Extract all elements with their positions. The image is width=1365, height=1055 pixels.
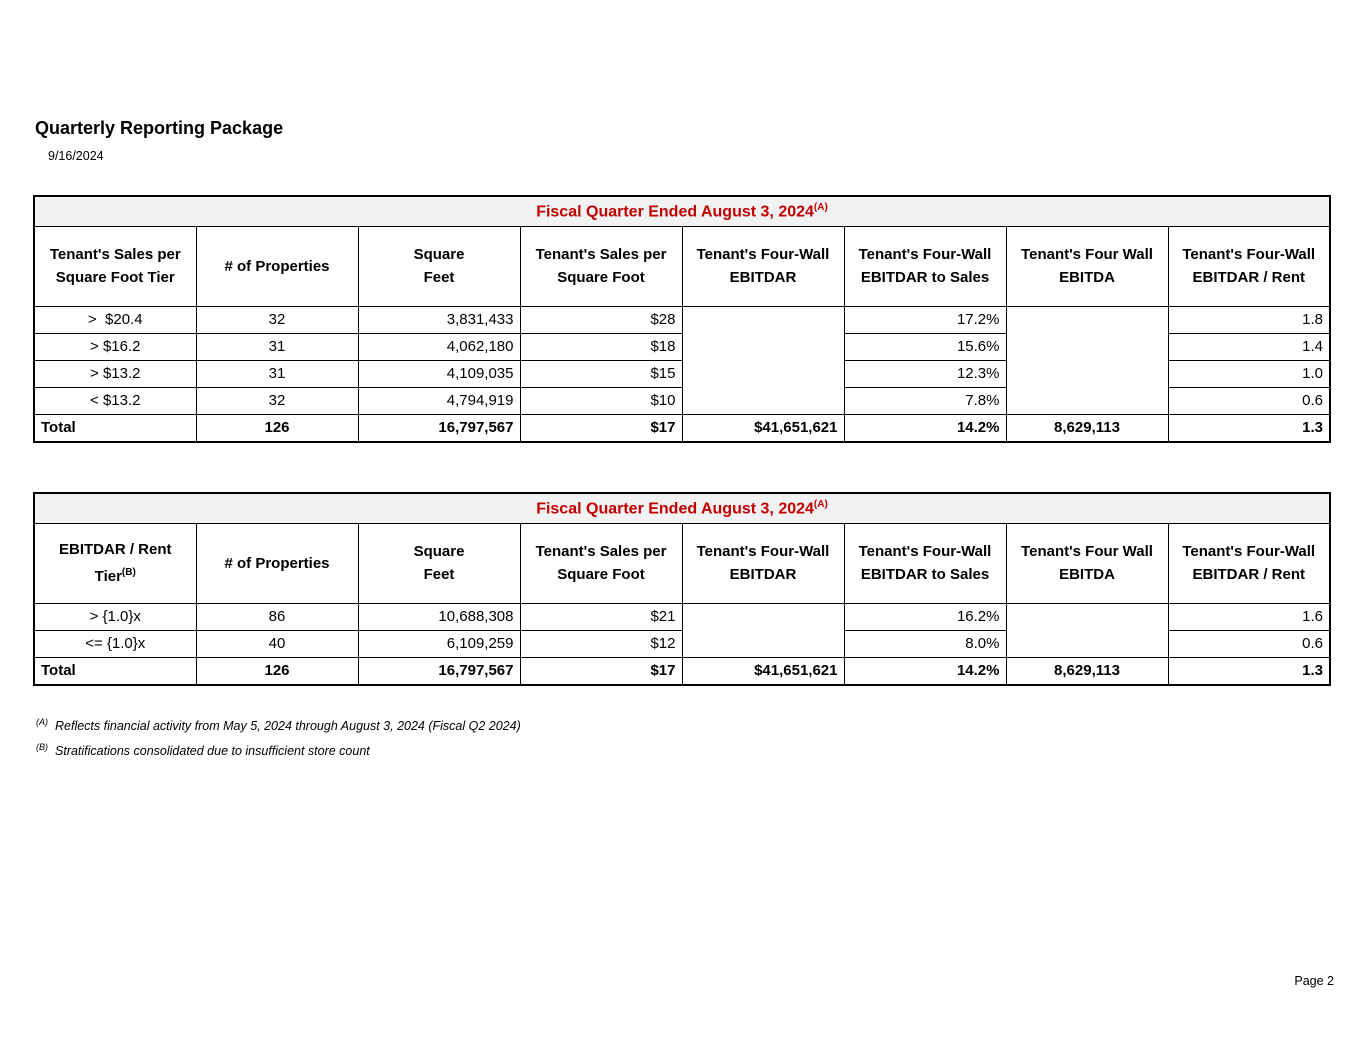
cell-ebitdar-to-sales: 15.6% — [844, 333, 1006, 360]
total-ebitdar-rent: 1.3 — [1168, 414, 1330, 442]
total-label: Total — [34, 414, 196, 442]
col-header-ebitdar-to-sales: Tenant's Four-Wall EBITDAR to Sales — [844, 226, 1006, 306]
page-title: Quarterly Reporting Package — [35, 118, 284, 138]
cell-sales-psf: $15 — [520, 360, 682, 387]
col-header-sales-psf: Tenant's Sales per Square Foot — [520, 226, 682, 306]
cell-properties: 32 — [196, 306, 358, 333]
cell-ebitdar-blank — [682, 603, 844, 657]
col-header-ebitdar: Tenant's Four-Wall EBITDAR — [682, 226, 844, 306]
cell-properties: 86 — [196, 603, 358, 630]
col-header-square-feet: Square Feet — [358, 523, 520, 603]
col-header-tier: EBITDAR / Rent Tier$^{(B)}$ — [34, 523, 196, 603]
header-row — [34, 523, 1330, 603]
cell-square-feet: 4,109,035 — [358, 360, 520, 387]
cell-ebitdar-to-sales: 17.2% — [844, 306, 1006, 333]
report-date: 9/16/2024 — [48, 149, 104, 163]
cell-properties: 40 — [196, 630, 358, 657]
table-row — [34, 306, 1330, 333]
sales-per-sqft-tier-table — [33, 195, 1331, 443]
page-number: Page 2 — [1294, 974, 1334, 988]
cell-tier: > $13.2 — [34, 360, 196, 387]
cell-tier: > {1.0}x — [34, 603, 196, 630]
cell-tier: > $16.2 — [34, 333, 196, 360]
cell-ebitdar-to-sales: 8.0% — [844, 630, 1006, 657]
table-title-row — [34, 196, 1330, 226]
cell-square-feet: 4,794,919 — [358, 387, 520, 414]
cell-sales-psf: $28 — [520, 306, 682, 333]
cell-tier: <= {1.0}x — [34, 630, 196, 657]
cell-ebitda-blank — [1006, 603, 1168, 657]
total-ebitdar: $41,651,621 — [682, 414, 844, 442]
table-title — [34, 493, 1330, 523]
cell-square-feet: 4,062,180 — [358, 333, 520, 360]
total-properties: 126 — [196, 414, 358, 442]
footnote-ref-a: (A) — [813, 498, 828, 510]
total-row — [34, 657, 1330, 685]
cell-properties: 31 — [196, 333, 358, 360]
cell-sales-psf: $21 — [520, 603, 682, 630]
cell-properties: 32 — [196, 387, 358, 414]
col-header-tier: Tenant's Sales per Square Foot Tier — [34, 226, 196, 306]
col-header-ebitda: Tenant's Four Wall EBITDA — [1006, 226, 1168, 306]
footnote-a — [36, 717, 521, 733]
total-ebitda: 8,629,113 — [1006, 414, 1168, 442]
cell-ebitdar-to-sales: 7.8% — [844, 387, 1006, 414]
footnote-ref-b: (B) — [121, 567, 136, 578]
cell-properties: 31 — [196, 360, 358, 387]
col-header-ebitdar-rent: Tenant's Four-Wall EBITDAR / Rent — [1168, 523, 1330, 603]
cell-sales-psf: $12 — [520, 630, 682, 657]
col-header-ebitda: Tenant's Four Wall EBITDA — [1006, 523, 1168, 603]
footnote-b-text: Stratifications consolidated due to insufficient store count — [55, 744, 370, 759]
col-header-square-feet: Square Feet — [358, 226, 520, 306]
table-title-text: Fiscal Quarter Ended August 3, 2024 — [536, 202, 814, 220]
cell-ebitdar-rent: 1.6 — [1168, 603, 1330, 630]
col-header-ebitdar: Tenant's Four-Wall EBITDAR — [682, 523, 844, 603]
ebitdar-rent-tier-table — [33, 492, 1331, 686]
cell-square-feet: 3,831,433 — [358, 306, 520, 333]
col-header-ebitdar-rent: Tenant's Four-Wall EBITDAR / Rent — [1168, 226, 1330, 306]
col-header-ebitdar-to-sales: Tenant's Four-Wall EBITDAR to Sales — [844, 523, 1006, 603]
cell-tier: < $13.2 — [34, 387, 196, 414]
footnote-ref-a: (A) — [813, 201, 828, 213]
total-properties: 126 — [196, 657, 358, 685]
footnote-b-marker: (B) — [36, 742, 48, 752]
cell-ebitdar-to-sales: 12.3% — [844, 360, 1006, 387]
cell-sales-psf: $18 — [520, 333, 682, 360]
cell-sales-psf: $10 — [520, 387, 682, 414]
total-row — [34, 414, 1330, 442]
col-header-properties: # of Properties — [196, 523, 358, 603]
footnote-a-marker: (A) — [36, 717, 48, 727]
cell-ebitdar-rent: 1.4 — [1168, 333, 1330, 360]
footnote-b — [36, 742, 370, 758]
total-ebitdar: $41,651,621 — [682, 657, 844, 685]
table-title — [34, 196, 1330, 226]
cell-square-feet: 10,688,308 — [358, 603, 520, 630]
footnote-a-text: Reflects financial activity from May 5, 2024 through August 3, 2024 (Fiscal Q2 2024) — [55, 719, 521, 734]
total-ebitda: 8,629,113 — [1006, 657, 1168, 685]
table-row — [34, 603, 1330, 630]
cell-ebitdar-rent: 1.8 — [1168, 306, 1330, 333]
cell-square-feet: 6,109,259 — [358, 630, 520, 657]
table-title-row — [34, 493, 1330, 523]
cell-ebitdar-rent: 0.6 — [1168, 630, 1330, 657]
col-header-properties: # of Properties — [196, 226, 358, 306]
total-ebitdar-to-sales: 14.2% — [844, 414, 1006, 442]
cell-tier: > $20.4 — [34, 306, 196, 333]
cell-ebitdar-rent: 1.0 — [1168, 360, 1330, 387]
header-row — [34, 226, 1330, 306]
cell-ebitdar-rent: 0.6 — [1168, 387, 1330, 414]
cell-ebitda-blank — [1006, 306, 1168, 414]
total-sales-psf: $17 — [520, 414, 682, 442]
table-title-text: Fiscal Quarter Ended August 3, 2024 — [536, 499, 814, 517]
col-header-sales-psf: Tenant's Sales per Square Foot — [520, 523, 682, 603]
total-ebitdar-rent: 1.3 — [1168, 657, 1330, 685]
total-ebitdar-to-sales: 14.2% — [844, 657, 1006, 685]
cell-ebitdar-blank — [682, 306, 844, 414]
total-square-feet: 16,797,567 — [358, 414, 520, 442]
total-sales-psf: $17 — [520, 657, 682, 685]
cell-ebitdar-to-sales: 16.2% — [844, 603, 1006, 630]
total-square-feet: 16,797,567 — [358, 657, 520, 685]
total-label: Total — [34, 657, 196, 685]
